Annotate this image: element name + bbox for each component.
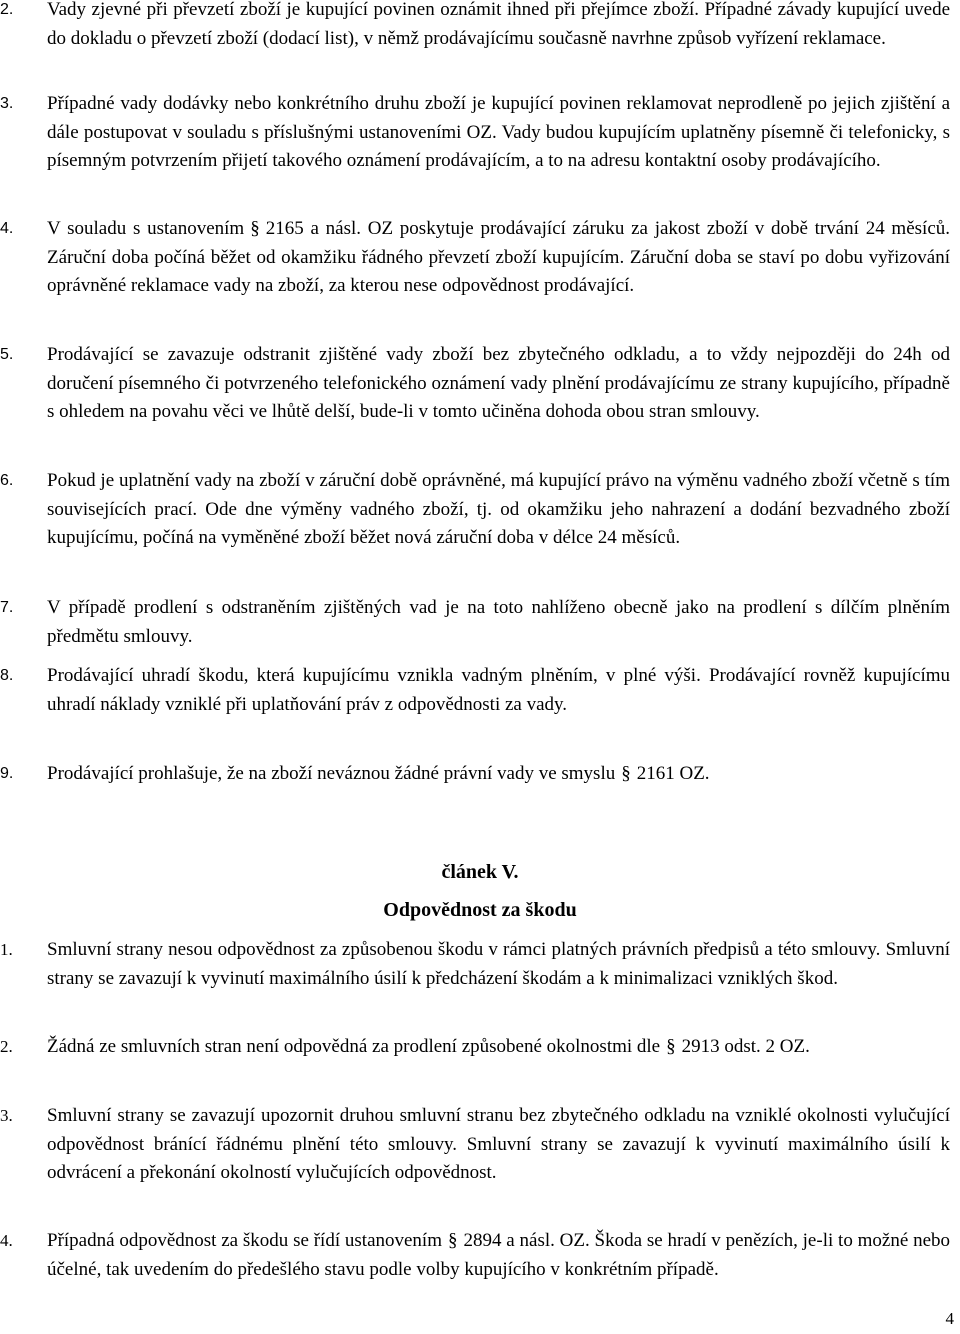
clause-text [47, 1033, 950, 1062]
clause-6 [0, 467, 950, 553]
clause-text: Vady zjevné při převzetí zboží je kupující povinen oznámit ihned při přejímce zboží. Případné závady kupující uvede do dokladu o převzetí zboží (dodací list), v němž prodávajícímu současně navrhne způsob vyřízení reklamace. [47, 0, 950, 49]
clause-text-part: 2161 OZ. [636, 763, 710, 784]
clause-text: Případné vady dodávky nebo konkrétního druhu zboží je kupující povinen reklamovat neprodleně po jejich zjištění a dále postupovat v souladu s příslušnými ustanoveními OZ. Vady budou kupujícím uplatněny písemně či telefonicky, s písemným potvrzením přijetí takového oznámení prodávajícím, a to na adresu kontaktní osoby prodávajícího. [47, 93, 950, 172]
clause-4 [0, 215, 950, 301]
clause-3 [0, 90, 950, 176]
section-sign: § [666, 1036, 676, 1057]
clause-text-part: V souladu s ustanovením [47, 218, 245, 239]
clause-text-part: Případná odpovědnost za škodu se řídí ustanovením [47, 1230, 442, 1251]
clause-9 [0, 760, 950, 789]
page-number: 4 [945, 1309, 954, 1328]
clause-text-part: Žádná ze smluvních stran není odpovědná za prodlení způsobené okolnostmi dle [47, 1036, 661, 1057]
clause-text: Prodávající se zavazuje odstranit zjištěné vady zboží bez zbytečného odkladu, a to vždy nejpozději do 24h od doručení písemného či potvrzeného telefonického oznámení vady plnění prodávajícímu ze strany kupujícího, případně s ohledem na povahu věci ve lhůtě delší, bude-li v tomto učiněna dohoda obou stran smlouvy. [47, 344, 950, 423]
article-clause-4 [0, 1227, 950, 1284]
section-sign: § [621, 763, 631, 784]
article-number: článek V. [441, 861, 519, 883]
clause-2 [0, 0, 950, 53]
clause-7 [0, 594, 950, 651]
clause-text-part: 2165 a násl. OZ poskytuje prodávající záruku za jakost zboží v době trvání 24 měsíců. Záruční doba počíná běžet od okamžiku řádného převzetí zboží kupujícím. Záruční doba se staví po dobu vyřizování oprávněné reklamace vady na zboží, za kterou nese odpovědnost prodávající. [47, 218, 951, 297]
clause-number: 6. [0, 472, 14, 489]
article-clause-1 [0, 936, 950, 993]
clause-text: Prodávající uhradí škodu, která kupujícímu vznikla vadným plněním, v plné výši. Prodávající rovněž kupujícímu uhradí náklady vzniklé při uplatňování práv z odpovědnosti za vady. [47, 665, 950, 715]
clause-text-part: 2913 odst. 2 OZ. [681, 1036, 810, 1057]
clause-number: 7. [0, 599, 14, 616]
clause-text: Smluvní strany se zavazují upozornit druhou smluvní stranu bez zbytečného odkladu na vzniklé okolnosti vylučující odpovědnost bránící řádnému plnění této smlouvy. Smluvní strany se zavazují k vyvinutí maximálního úsilí k odvrácení a překonání okolností vylučujících odpovědnost. [47, 1105, 950, 1184]
article-clause-3 [0, 1102, 950, 1188]
clause-number: 3. [0, 95, 14, 112]
clause-number: 8. [0, 667, 14, 684]
section-sign: § [250, 218, 260, 239]
clause-number: 4. [0, 220, 14, 237]
clause-number: 4. [0, 1231, 13, 1250]
clause-text [47, 760, 950, 789]
clause-8 [0, 662, 950, 719]
clause-text: Smluvní strany nesou odpovědnost za způsobenou škodu v rámci platných právních předpisů a této smlouvy. Smluvní strany se zavazují k vyvinutí maximálního úsilí k předcházení škodám a k minimalizaci vzniklých škod. [47, 939, 950, 989]
clause-number: 9. [0, 765, 14, 782]
clause-number: 5. [0, 346, 14, 363]
clause-text-part: Prodávající prohlašuje, že na zboží neváznou žádné právní vady ve smyslu [47, 763, 616, 784]
clause-number: 1. [0, 940, 13, 959]
clause-text [47, 1227, 950, 1284]
clause-text: Pokud je uplatnění vady na zboží v záruční době oprávněné, má kupující právo na výměnu vadného zboží včetně s tím souvisejících prací. Ode dne výměny vadného zboží, tj. od okamžiku jeho nahrazení a dodání bezvadného zboží kupujícímu, počíná na vyměněné zboží běžet nová záruční doba v délce 24 měsíců. [47, 470, 950, 549]
clause-text [47, 215, 950, 301]
section-sign: § [448, 1230, 458, 1251]
clause-5 [0, 341, 950, 427]
clause-number: 2. [0, 1, 14, 18]
clause-number: 2. [0, 1037, 13, 1056]
clause-text: V případě prodlení s odstraněním zjištěných vad je na toto nahlíženo obecně jako na prodlení s dílčím plněním předmětu smlouvy. [47, 597, 950, 647]
clause-text-part: 2894 a násl. OZ. Škoda se hradí v penězích, je-li to možné nebo účelné, tak uvedením do předešlého stavu podle volby kupujícího v konkrétním případě. [47, 1230, 950, 1280]
article-clause-2 [0, 1033, 950, 1062]
clause-number: 3. [0, 1106, 13, 1125]
article-title: Odpovědnost za škodu [383, 899, 577, 921]
